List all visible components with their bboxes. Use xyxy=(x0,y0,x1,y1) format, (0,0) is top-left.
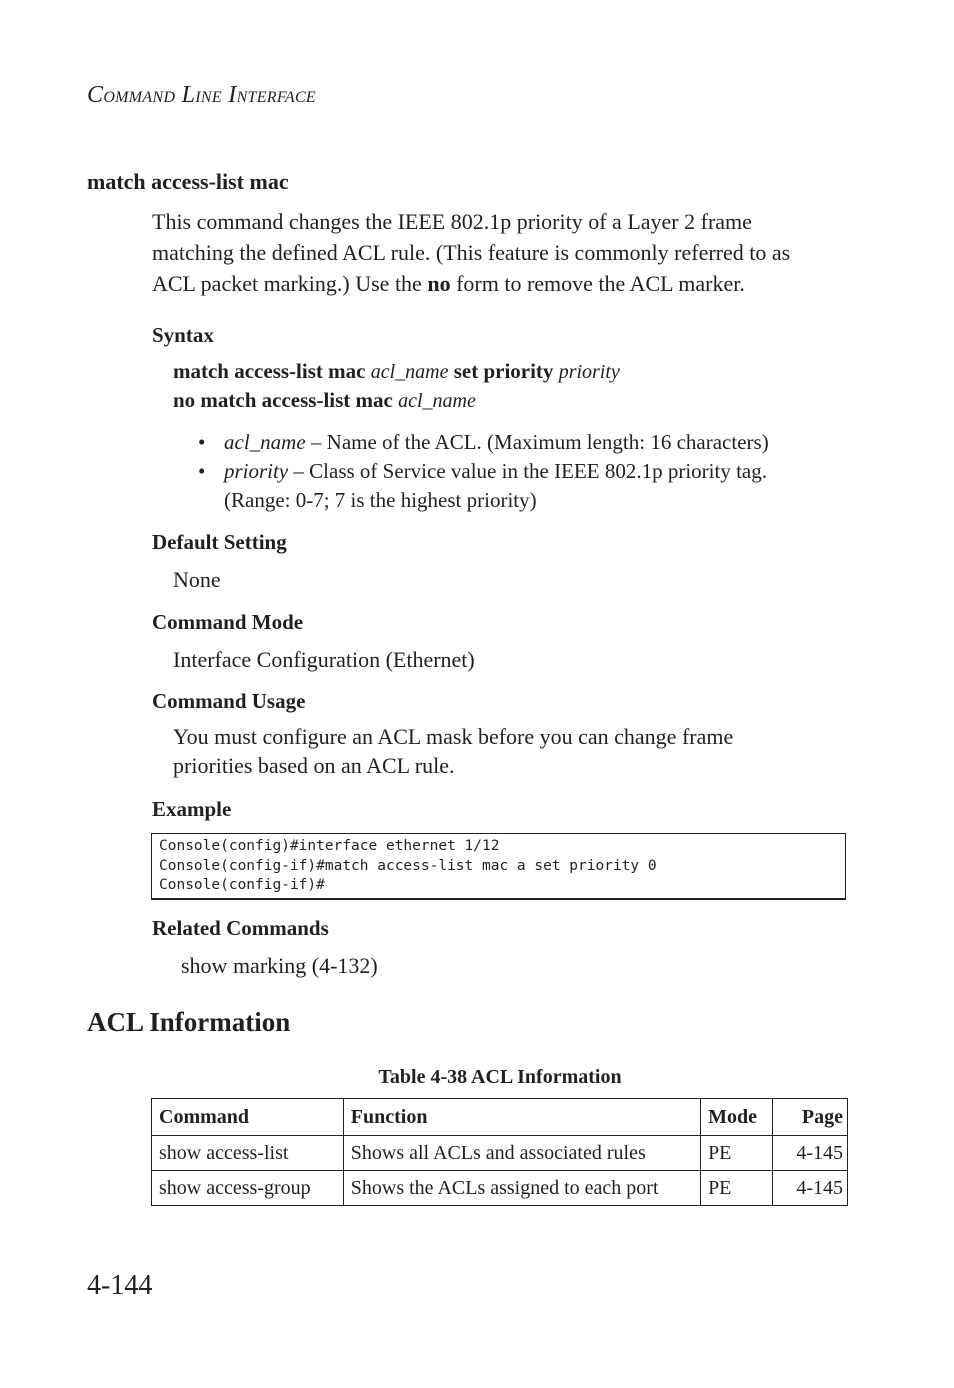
cell-page: 4-145 xyxy=(773,1171,848,1206)
acl-information-table xyxy=(151,1098,848,1206)
code-line-3: Console(config-if)# xyxy=(159,877,325,893)
section-title: ACL Information xyxy=(87,1007,291,1037)
example-heading: Example xyxy=(152,797,232,821)
column-header-page: Page xyxy=(773,1099,848,1136)
running-header xyxy=(87,82,316,109)
syntax-line-2 xyxy=(173,388,476,413)
syntax-1-priority-arg: priority xyxy=(558,361,620,383)
syntax-1-arg: acl_name xyxy=(370,361,449,383)
code-line-2: Console(config-if)#match access-list mac a set priority 0 xyxy=(159,858,657,874)
bullet-term: priority xyxy=(224,459,289,483)
description-line-1: This command changes the IEEE 802.1p priority of a Layer 2 frame xyxy=(152,209,752,234)
syntax-2-command: no match access-list mac xyxy=(173,388,393,412)
cell-function: Shows all ACLs and associated rules xyxy=(343,1136,700,1171)
syntax-2-arg: acl_name xyxy=(398,390,476,412)
default-setting-heading: Default Setting xyxy=(152,530,287,554)
syntax-1-set-priority: set priority xyxy=(453,359,554,383)
description-line-3-pre: ACL packet marking.) Use the xyxy=(152,271,428,296)
related-commands-heading: Related Commands xyxy=(152,916,329,940)
example-code-box xyxy=(151,833,846,900)
description-no-keyword: no xyxy=(427,271,451,296)
bullet-mark: • xyxy=(198,459,206,483)
column-header-mode: Mode xyxy=(701,1099,773,1136)
running-header-c: C xyxy=(87,82,104,108)
bullet-continuation: (Range: 0-7; 7 is the highest priority) xyxy=(224,488,537,512)
running-header-l: L xyxy=(175,82,196,108)
table-row xyxy=(152,1136,848,1171)
bullet-mark: • xyxy=(198,430,206,454)
command-mode-heading: Command Mode xyxy=(152,610,304,634)
table-row xyxy=(152,1171,848,1206)
running-header-nterface: NTERFACE xyxy=(236,89,317,106)
table-header-row xyxy=(152,1099,848,1136)
command-title: match access-list mac xyxy=(87,169,289,194)
usage-line-2: priorities based on an ACL rule. xyxy=(173,753,455,778)
description-line-3 xyxy=(152,268,790,299)
bullet-term: acl_name xyxy=(224,430,306,454)
column-header-command: Command xyxy=(152,1099,344,1136)
usage-line-1: You must configure an ACL mask before you can change frame xyxy=(173,724,734,749)
code-line-1: Console(config)#interface ethernet 1/12 xyxy=(159,838,500,854)
column-header-function: Function xyxy=(343,1099,700,1136)
description-line-2: matching the defined ACL rule. (This feature is commonly referred to as xyxy=(152,240,791,265)
command-usage-text xyxy=(173,722,733,780)
default-setting-value: None xyxy=(173,567,221,592)
syntax-1-command: match access-list mac xyxy=(173,359,366,383)
syntax-bullet-priority xyxy=(198,457,767,515)
command-mode-value: Interface Configuration (Ethernet) xyxy=(173,647,475,672)
running-header-ine: INE xyxy=(195,89,222,106)
command-usage-heading: Command Usage xyxy=(152,689,306,713)
cell-command: show access-group xyxy=(152,1171,344,1206)
bullet-description: – Name of the ACL. (Maximum length: 16 characters) xyxy=(305,430,769,454)
cell-command: show access-list xyxy=(152,1136,344,1171)
cell-page: 4-145 xyxy=(773,1136,848,1171)
command-description xyxy=(152,206,790,299)
page-number: 4-144 xyxy=(87,1270,153,1301)
cell-mode: PE xyxy=(701,1171,773,1206)
table-caption: Table 4-38 ACL Information xyxy=(378,1066,622,1088)
running-header-ommand: OMMAND xyxy=(103,89,176,106)
syntax-heading: Syntax xyxy=(152,323,214,347)
description-line-3-post: form to remove the ACL marker. xyxy=(450,271,745,296)
cell-function: Shows the ACLs assigned to each port xyxy=(343,1171,700,1206)
syntax-line-1 xyxy=(173,359,620,384)
running-header-i: I xyxy=(221,82,237,108)
cell-mode: PE xyxy=(701,1136,773,1171)
related-command-link[interactable]: show marking (4-132) xyxy=(181,953,378,978)
bullet-description: – Class of Service value in the IEEE 802.1p priority tag. xyxy=(288,459,767,483)
syntax-bullet-acl-name xyxy=(198,428,769,457)
